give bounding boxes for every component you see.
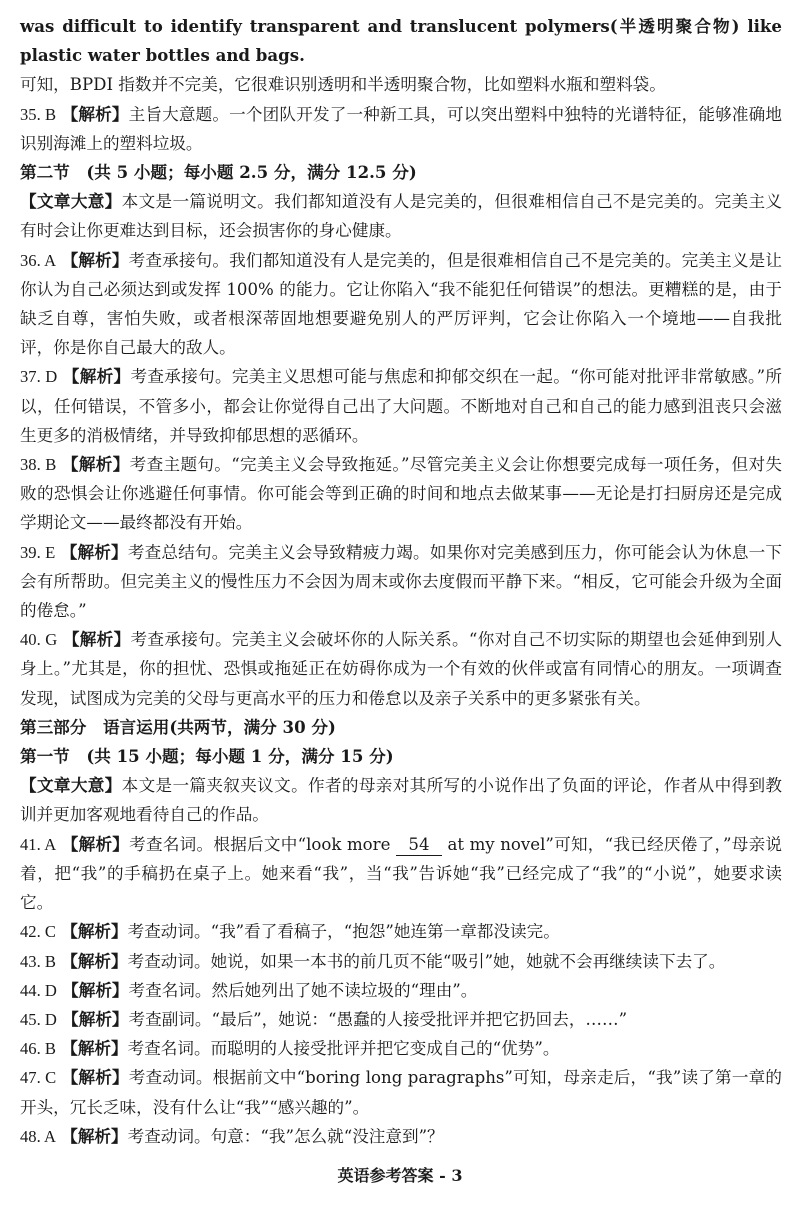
intro-english-line: was difficult to identify transparent and translucent polymers(半透明聚合物) like plastic water bottles and bags.	[20, 16, 782, 66]
answer-number: 44. D	[20, 980, 57, 1000]
analysis-tag: 【解析】	[60, 541, 128, 562]
part-3-section-1-heading: 第一节 (共 15 小题；每小题 1 分，满分 15 分)	[20, 746, 394, 767]
answer-number: 39. E	[20, 542, 56, 562]
answer-text: 考查总结句。完美主义会导致精疲力竭。如果你对完美感到压力，你可能会认为休息一下会有所帮助。但完美主义的慢性压力不会因为周末或你去度假而平静下来。“相反，它可能会升级为全面的倦怠。”	[20, 542, 783, 621]
analysis-tag: 【解析】	[61, 249, 129, 270]
summary-2	[20, 771, 782, 829]
summary-tag: 【文章大意】	[20, 775, 122, 796]
answer-41	[20, 830, 782, 918]
answer-48	[20, 1122, 782, 1151]
answer-44	[20, 976, 782, 1005]
answer-number: 45. D	[20, 1009, 57, 1029]
analysis-tag: 【解析】	[61, 103, 129, 124]
answer-number: 35. B	[20, 104, 57, 124]
analysis-tag: 【解析】	[61, 833, 130, 854]
answer-text: 考查动词。句意：“我”怎么就“没注意到”？	[127, 1126, 444, 1146]
analysis-tag: 【解析】	[61, 1067, 129, 1088]
answer-text: 主旨大意题。一个团队开发了一种新工具，可以突出塑料中独特的光谱特征，能够准确地识别海滩上的塑料垃圾。	[20, 104, 782, 153]
answer-text: 考查主题句。“完美主义会导致拖延。”尽管完美主义会让你想要完成每一项任务，但对失败的恐惧会让你逃避任何事情。你可能会等到正确的时间和地点去做某事——无论是打扫厨房还是完成学期论文——最终都没有开始。	[20, 455, 783, 533]
answer-number: 42. C	[20, 922, 56, 942]
page-footer: 英语参考答案 - 3	[337, 1166, 463, 1185]
answer-43	[20, 947, 782, 976]
answer-number: 46. B	[20, 1039, 56, 1059]
answer-page	[20, 12, 782, 1151]
analysis-tag: 【解析】	[62, 1008, 129, 1029]
answer-40	[20, 625, 782, 713]
analysis-tag: 【解析】	[61, 1125, 128, 1146]
summary-text: 本文是一篇说明文。我们都知道没有人是完美的，但很难相信自己不是完美的。完美主义有时会让你更难达到目标，还会损害你的身心健康。	[20, 192, 783, 241]
analysis-tag: 【解析】	[61, 1038, 128, 1059]
answer-42	[20, 917, 782, 946]
answer-number: 40. G	[20, 630, 58, 650]
answer-text: 考查承接句。我们都知道没有人是完美的，但是很难相信自己不是完美的。完美主义是让你认为自己必须达到或发挥 100% 的能力。它让你陷入“我不能犯任何错误”的想法。更糟糕的是，由于缺乏自尊，害怕失败，或者根深蒂固地想要避免别人的严厉评判，它会让你陷入一个境地——自我批评，你是你自己最大的敌人。	[20, 250, 782, 358]
answer-text: 考查名词。然后她列出了她不读垃圾的“理由”。	[128, 980, 478, 1000]
intro-paragraph	[20, 12, 782, 100]
answer-35	[20, 100, 782, 158]
answer-36	[20, 246, 782, 363]
summary-text: 本文是一篇夹叙夹议文。作者的母亲对其所写的小说作出了负面的评论，作者从中得到教训并更加客观地看待自己的作品。	[20, 776, 783, 825]
answer-text-post: at my novel”可知，“我已经厌倦了，”母亲说着，把“我”的手稿扔在桌子上。她来看“我”，当“我”告诉她“我”已经完成了“我”的“小说”，她要求读它。	[20, 834, 783, 913]
answer-39	[20, 538, 782, 626]
analysis-tag: 【解析】	[62, 979, 129, 1000]
answer-text: 考查动词。“我”看了看稿子，“抱怨”她连第一章都没读完。	[127, 922, 560, 942]
summary-1	[20, 187, 782, 245]
analysis-tag: 【解析】	[61, 950, 128, 971]
answer-number: 41. A	[20, 834, 57, 854]
section-2-heading: 第二节 (共 5 小题；每小题 2.5 分，满分 12.5 分)	[20, 162, 417, 183]
answer-number: 43. B	[20, 951, 56, 971]
answer-text: 考查承接句。完美主义思想可能与焦虑和抑郁交织在一起。“你可能对批评非常敏感。”所以，任何错误，不管多小，都会让你觉得自己出了大问题。不断地对自己和自己的能力感到沮丧只会滋生更多的消极情绪，并导致抑郁思想的恶循环。	[20, 367, 783, 445]
answer-45	[20, 1005, 782, 1034]
answer-number: 47. C	[20, 1068, 57, 1088]
fill-in-blank: 54	[396, 835, 442, 856]
answer-number: 48. A	[20, 1126, 56, 1146]
answer-number: 37. D	[20, 367, 58, 387]
intro-chinese-line: 可知，BPDI 指数并不完美，它很难识别透明和半透明聚合物，比如塑料水瓶和塑料袋。	[20, 75, 666, 95]
summary-tag: 【文章大意】	[20, 191, 122, 212]
answer-46	[20, 1034, 782, 1063]
answer-47	[20, 1063, 782, 1121]
answer-text: 考查动词。她说，如果一本书的前几页不能“吸引”她，她就不会再继续读下去了。	[127, 951, 726, 971]
answer-text: 考查动词。根据前文中“boring long paragraphs”可知，母亲走后，“我”读了第一章的开头，冗长乏味，没有什么让“我”“感兴趣的”。	[20, 1068, 782, 1117]
part-3-heading: 第三部分 语言运用(共两节，满分 30 分)	[20, 716, 336, 737]
answer-38	[20, 450, 782, 538]
answer-text: 考查名词。而聪明的人接受批评并把它变成自己的“优势”。	[127, 1039, 560, 1059]
analysis-tag: 【解析】	[61, 454, 130, 475]
analysis-tag: 【解析】	[62, 366, 131, 387]
answer-number: 36. A	[20, 250, 57, 270]
analysis-tag: 【解析】	[62, 629, 131, 650]
analysis-tag: 【解析】	[61, 921, 128, 942]
answer-text-pre: 考查名词。根据后文中“look more	[129, 834, 396, 854]
answer-text: 考查承接句。完美主义会破坏你的人际关系。“你对自己不切实际的期望也会延伸到别人身上。”尤其是，你的担忧、恐惧或拖延正在妨碍你成为一个有效的伙伴或富有同情心的朋友。一项调查发现，试图成为完美的父母与更高水平的压力和倦怠以及亲子关系中的更多紧张有关。	[20, 630, 782, 708]
answer-text: 考查副词。“最后”，她说：“愚蠢的人接受批评并把它扔回去，……”	[128, 1009, 628, 1029]
answer-number: 38. B	[20, 455, 57, 475]
answer-37	[20, 362, 782, 450]
